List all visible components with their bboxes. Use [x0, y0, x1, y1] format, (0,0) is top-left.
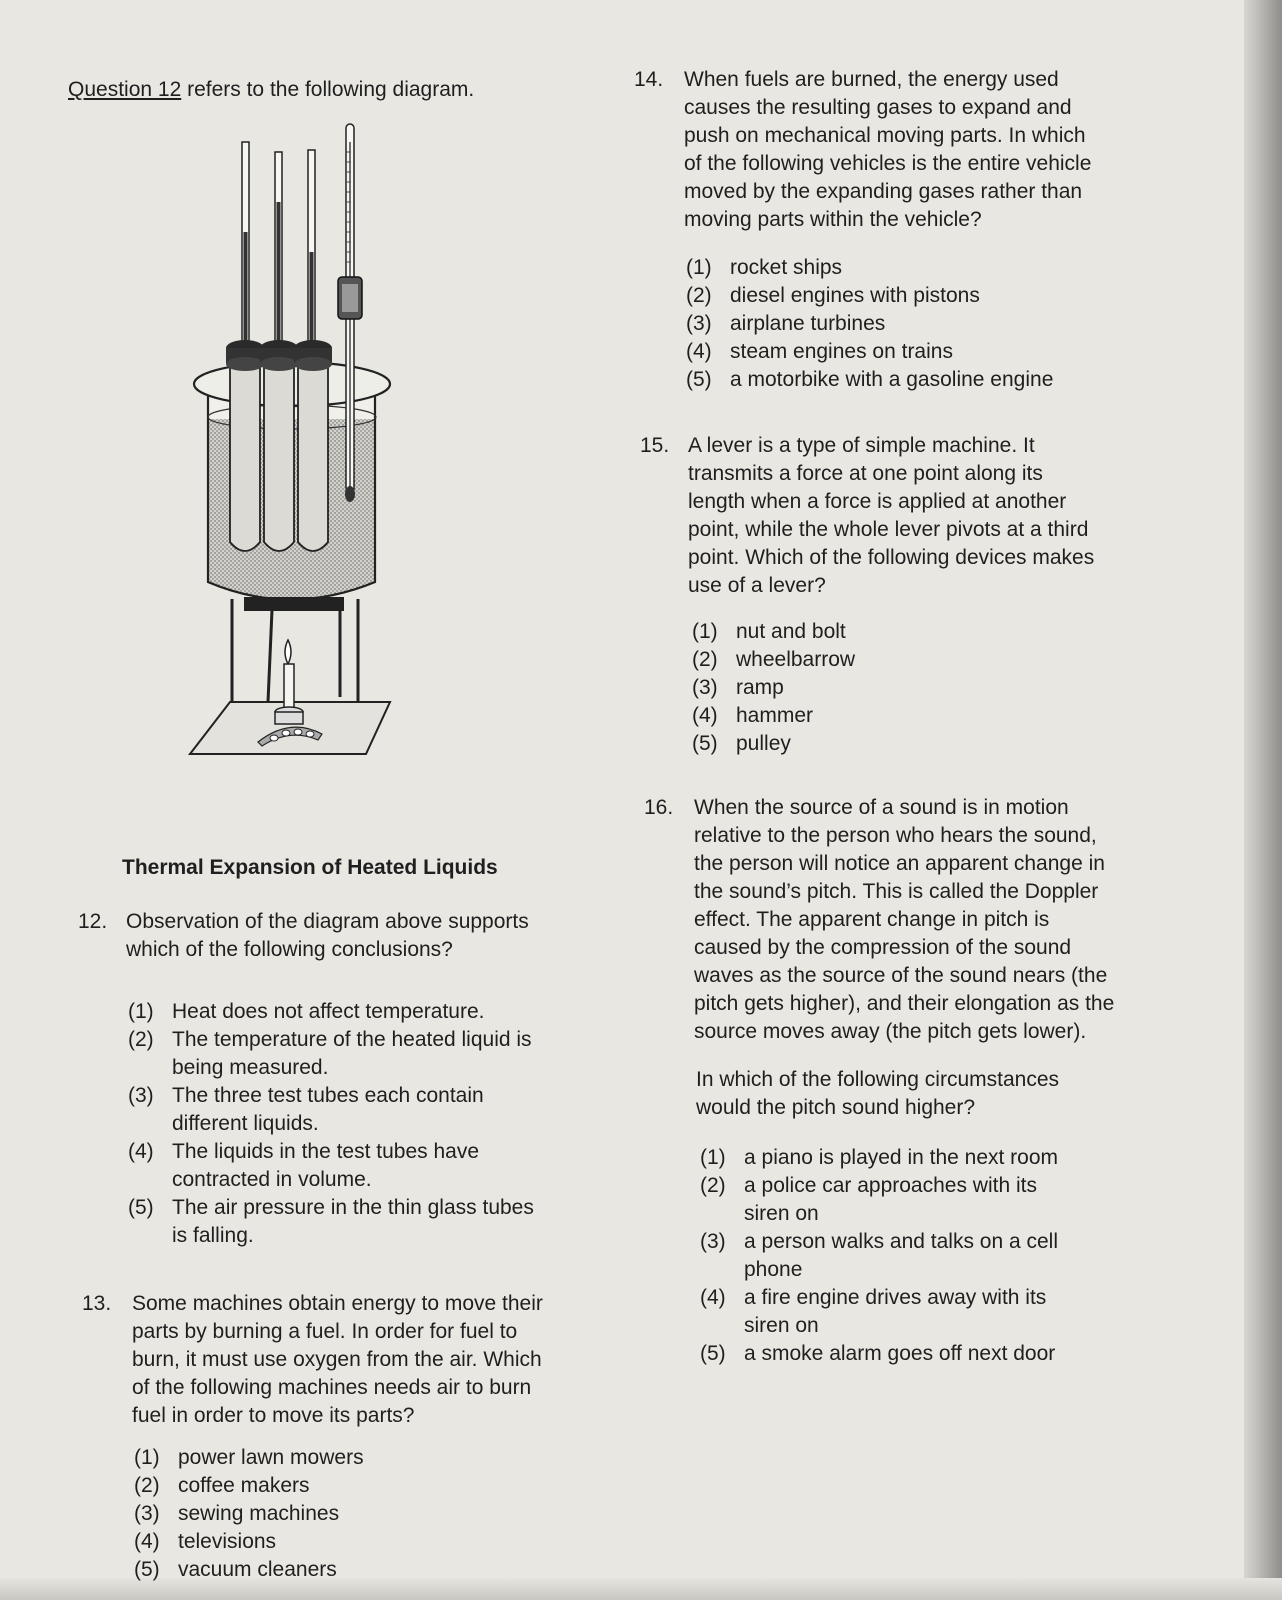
stem-line: parts by burning a fuel. In order for fuel to [132, 1320, 518, 1343]
answer-options [686, 254, 1053, 394]
question-number: 13. [82, 1292, 112, 1315]
answer-option-5[interactable]: (5) pulley [692, 732, 791, 755]
answer-option-3[interactable]: (3) ramp [692, 676, 784, 699]
stem-line: waves as the source of the sound nears (the [694, 964, 1108, 987]
stem-line: of the following vehicles is the entire vehicle [684, 152, 1092, 175]
answer-option-4[interactable]: (4) a fire engine drives away with its siren on [700, 1286, 1047, 1337]
stem-line: pitch gets higher), and their elongation as the [694, 992, 1115, 1015]
answer-option-5[interactable]: (5) a motorbike with a gasoline engine [686, 368, 1054, 391]
answer-option-2[interactable]: (2) a police car approaches with its siren on [700, 1174, 1037, 1225]
stem-line: effect. The apparent change in pitch is [694, 908, 1050, 931]
answer-option-4[interactable]: (4) hammer [692, 704, 814, 727]
intro-question-ref: Question 12 [68, 78, 182, 101]
thermal-expansion-diagram [170, 112, 410, 762]
answer-options [128, 998, 534, 1250]
question-stem [132, 1290, 543, 1430]
stem-line: of the following machines needs air to burn [132, 1376, 532, 1399]
page-edge-shadow [1244, 0, 1282, 1600]
stem-line: push on mechanical moving parts. In which [684, 124, 1086, 147]
answer-option-2[interactable]: (2) The temperature of the heated liquid is being measured. [128, 1028, 532, 1079]
answer-option-1[interactable]: (1) a piano is played in the next room [700, 1146, 1059, 1169]
question-prompt [696, 1066, 1059, 1122]
question-number: 15. [640, 434, 670, 457]
stem-line: burn, it must use oxygen from the air. Which [132, 1348, 542, 1371]
answer-option-5[interactable]: (5) a smoke alarm goes off next door [700, 1342, 1056, 1365]
question-stem [684, 66, 1091, 234]
question-stem [694, 794, 1114, 1046]
answer-option-2[interactable]: (2) wheelbarrow [692, 648, 856, 671]
test-tube-left [226, 142, 264, 551]
question-number: 12. [78, 910, 108, 933]
stem-line: relative to the person who hears the sound, [694, 824, 1097, 847]
answer-options [692, 618, 855, 758]
stem-line: When the source of a sound is in motion [694, 796, 1069, 819]
stem-line: source moves away (the pitch gets lower). [694, 1020, 1087, 1043]
answer-option-2[interactable]: (2) coffee makers [134, 1474, 310, 1497]
stem-line: A lever is a type of simple machine. It [688, 434, 1035, 457]
answer-option-1[interactable]: (1) Heat does not affect temperature. [128, 1000, 485, 1023]
answer-option-4[interactable]: (4) steam engines on trains [686, 340, 953, 363]
stem-line: caused by the compression of the sound [694, 936, 1072, 959]
diagram-intro [68, 76, 474, 104]
stem-line: Observation of the diagram above supports [126, 910, 529, 933]
test-tube-middle [260, 152, 298, 551]
stem-line: point, while the whole lever pivots at a third [688, 518, 1089, 541]
answer-option-3[interactable]: (3) airplane turbines [686, 312, 886, 335]
answer-option-3[interactable]: (3) sewing machines [134, 1502, 340, 1525]
stem-line: the person will notice an apparent change in [694, 852, 1105, 875]
answer-option-2[interactable]: (2) diesel engines with pistons [686, 284, 980, 307]
question-stem [688, 432, 1094, 600]
answer-option-5[interactable]: (5) The air pressure in the thin glass tubes is falling. [128, 1196, 534, 1247]
stem-line: length when a force is applied at another [688, 490, 1067, 513]
answer-options [700, 1144, 1058, 1368]
stem-line: moved by the expanding gases rather than [684, 180, 1083, 203]
stem-line: use of a lever? [688, 574, 826, 597]
answer-option-1[interactable]: (1) power lawn mowers [134, 1446, 364, 1469]
answer-option-4[interactable]: (4) televisions [134, 1530, 277, 1553]
stem-line: point. Which of the following devices makes [688, 546, 1095, 569]
intro-rest: refers to the following diagram. [181, 78, 475, 101]
stem-line: would the pitch sound higher? [696, 1096, 976, 1119]
stem-line: When fuels are burned, the energy used [684, 68, 1059, 91]
question-number: 16. [644, 796, 674, 819]
stem-line: Some machines obtain energy to move their [132, 1292, 543, 1315]
figure-caption: Thermal Expansion of Heated Liquids [122, 856, 498, 879]
answer-option-3[interactable]: (3) a person walks and talks on a cell phone [700, 1230, 1059, 1281]
stem-line: the sound’s pitch. This is called the Doppler [694, 880, 1099, 903]
answer-option-4[interactable]: (4) The liquids in the test tubes have contracted in volume. [128, 1140, 480, 1191]
stem-line: fuel in order to move its parts? [132, 1404, 415, 1427]
answer-option-1[interactable]: (1) nut and bolt [692, 620, 846, 643]
answer-option-5[interactable]: (5) vacuum cleaners [134, 1558, 337, 1581]
stem-line: causes the resulting gases to expand and [684, 96, 1072, 119]
question-number: 14. [634, 68, 664, 91]
stem-line: transmits a force at one point along its [688, 462, 1043, 485]
answer-option-1[interactable]: (1) rocket ships [686, 256, 843, 279]
answer-option-3[interactable]: (3) The three test tubes each contain different liquids. [128, 1084, 484, 1135]
test-tube-right [294, 150, 332, 551]
answer-options [134, 1444, 364, 1584]
stem-line: moving parts within the vehicle? [684, 208, 982, 231]
stem-line: In which of the following circumstances [696, 1068, 1059, 1091]
stem-line: which of the following conclusions? [126, 938, 453, 961]
question-stem [126, 908, 529, 964]
